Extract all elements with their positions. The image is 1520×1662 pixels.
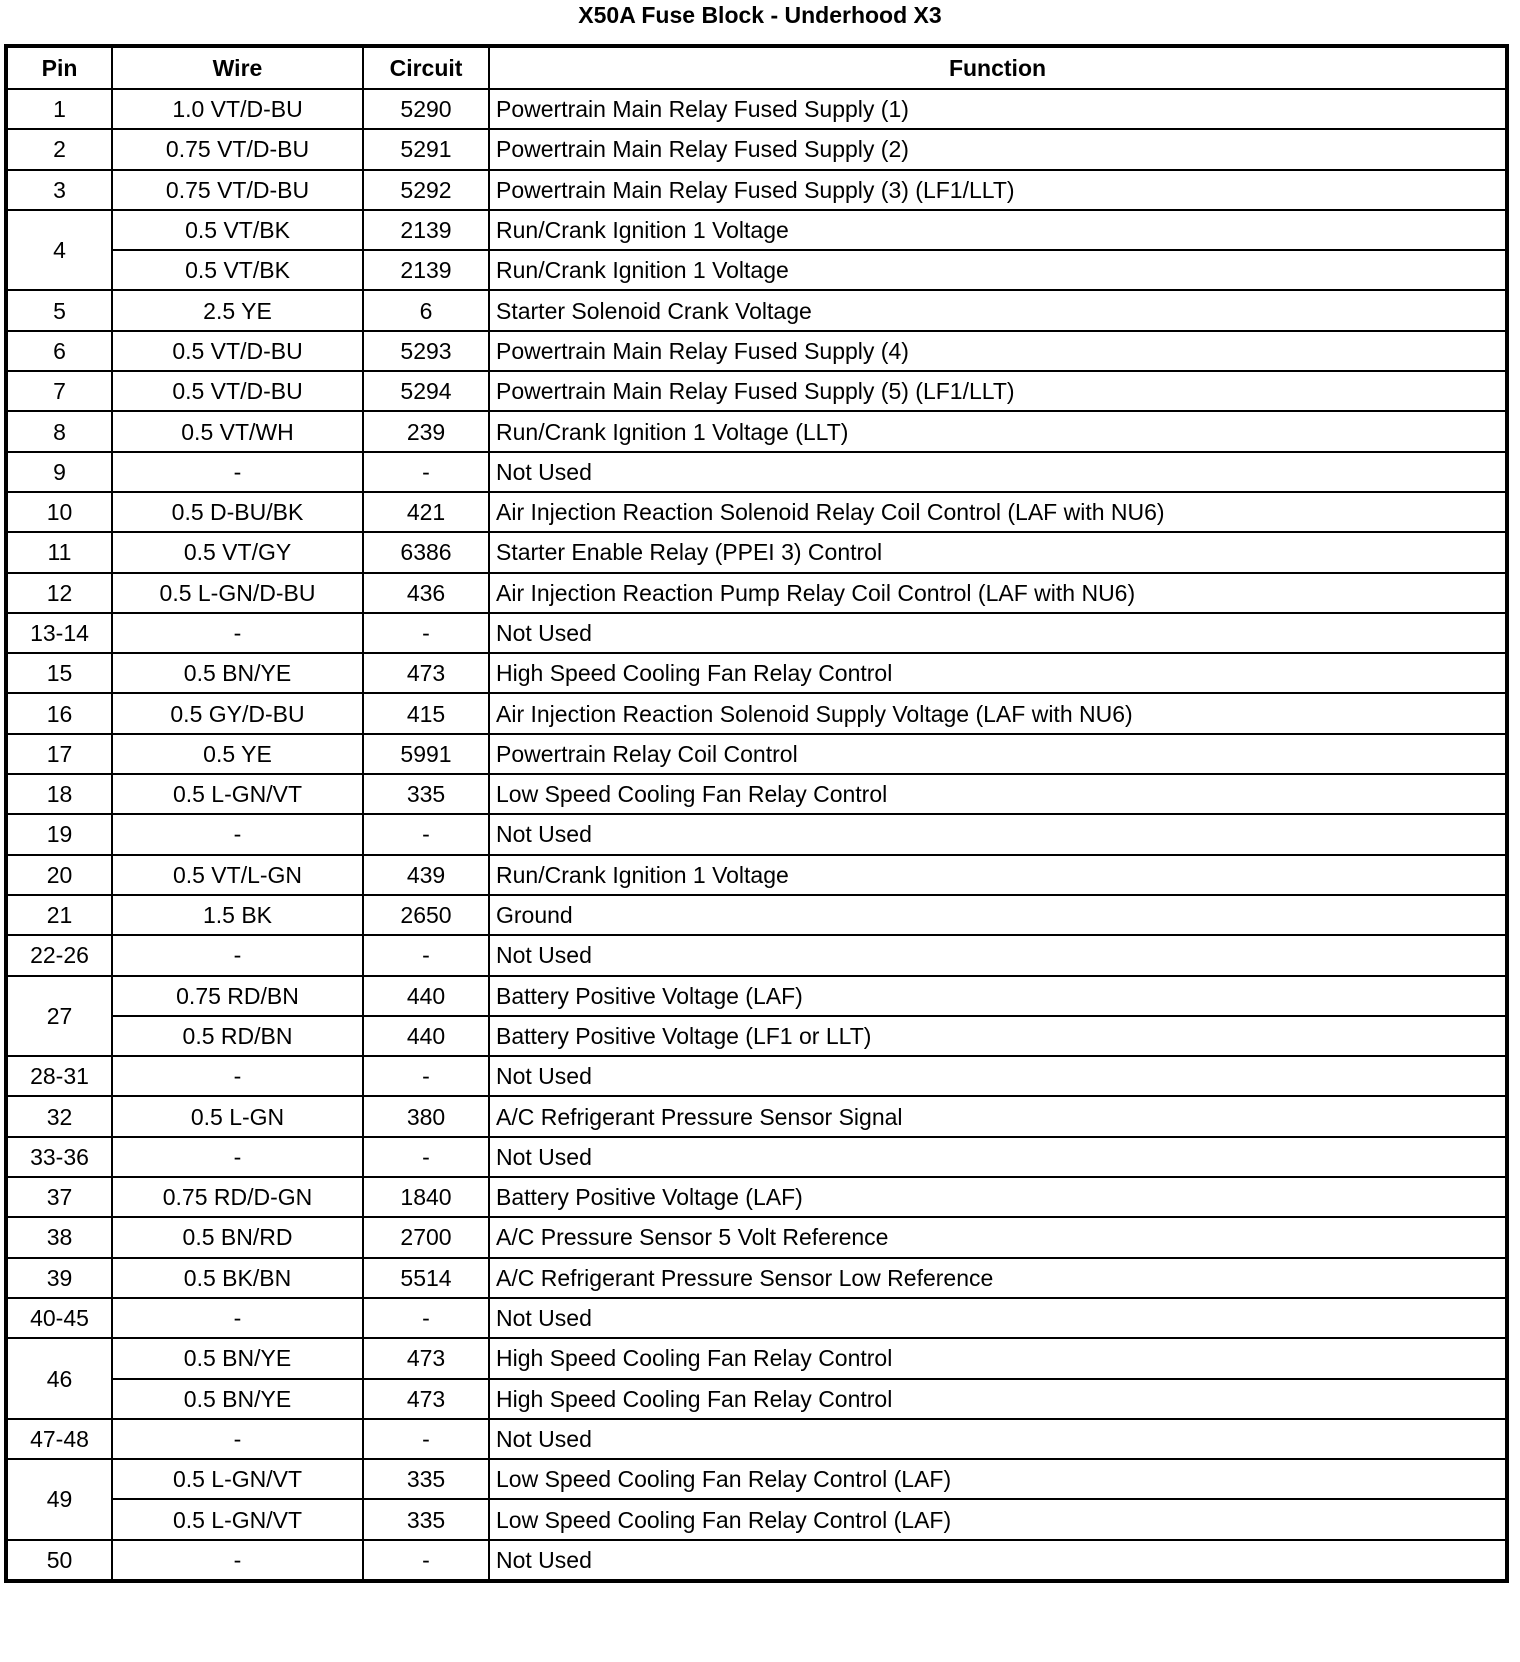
table-row [6, 492, 1507, 532]
function-cell: Not Used [489, 1137, 1507, 1177]
wire-cell: 0.5 L-GN/VT [112, 1459, 363, 1499]
pin-cell: 46 [6, 1338, 112, 1419]
table-row [6, 411, 1507, 451]
table-row [6, 613, 1507, 653]
pin-cell: 18 [6, 774, 112, 814]
table-row [6, 331, 1507, 371]
pin-cell: 50 [6, 1540, 112, 1581]
table-row [6, 170, 1507, 210]
circuit-cell: 2700 [363, 1217, 489, 1257]
wire-cell: 0.5 VT/D-BU [112, 371, 363, 411]
table-row [6, 1379, 1507, 1419]
wire-cell: - [112, 1137, 363, 1177]
circuit-cell: 5290 [363, 89, 489, 129]
function-cell: Not Used [489, 1056, 1507, 1096]
wire-cell: 0.5 L-GN/VT [112, 1499, 363, 1539]
pin-cell: 38 [6, 1217, 112, 1257]
circuit-cell: 335 [363, 774, 489, 814]
wire-cell: 0.75 RD/BN [112, 976, 363, 1016]
table-row [6, 1137, 1507, 1177]
table-row [6, 774, 1507, 814]
pin-cell: 15 [6, 653, 112, 693]
circuit-cell: 473 [363, 1338, 489, 1378]
header-row [6, 46, 1507, 89]
circuit-cell: 2139 [363, 210, 489, 250]
wire-cell: 0.75 VT/D-BU [112, 170, 363, 210]
pin-cell: 39 [6, 1258, 112, 1298]
function-cell: A/C Refrigerant Pressure Sensor Signal [489, 1096, 1507, 1136]
table-row [6, 653, 1507, 693]
pin-cell: 5 [6, 290, 112, 330]
circuit-cell: 1840 [363, 1177, 489, 1217]
table-row [6, 290, 1507, 330]
table-row [6, 250, 1507, 290]
circuit-cell: 5294 [363, 371, 489, 411]
pin-cell: 2 [6, 129, 112, 169]
pin-cell: 10 [6, 492, 112, 532]
function-cell: A/C Pressure Sensor 5 Volt Reference [489, 1217, 1507, 1257]
function-cell: Battery Positive Voltage (LF1 or LLT) [489, 1016, 1507, 1056]
table-row [6, 976, 1507, 1016]
circuit-cell: - [363, 1137, 489, 1177]
function-cell: High Speed Cooling Fan Relay Control [489, 653, 1507, 693]
circuit-cell: - [363, 452, 489, 492]
function-cell: Not Used [489, 452, 1507, 492]
table-row [6, 371, 1507, 411]
wire-cell: 0.5 L-GN/VT [112, 774, 363, 814]
wire-cell: 0.5 VT/GY [112, 532, 363, 572]
function-cell: Not Used [489, 814, 1507, 854]
function-cell: Powertrain Main Relay Fused Supply (1) [489, 89, 1507, 129]
circuit-cell: - [363, 1419, 489, 1459]
circuit-cell: 6 [363, 290, 489, 330]
function-cell: A/C Refrigerant Pressure Sensor Low Reference [489, 1258, 1507, 1298]
circuit-cell: 2139 [363, 250, 489, 290]
table-row [6, 734, 1507, 774]
function-cell: Ground [489, 895, 1507, 935]
pin-cell: 7 [6, 371, 112, 411]
circuit-cell: 473 [363, 1379, 489, 1419]
table-row [6, 1459, 1507, 1499]
function-cell: Not Used [489, 1540, 1507, 1581]
header-pin: Pin [6, 46, 112, 89]
table-row [6, 210, 1507, 250]
wire-cell: 0.5 D-BU/BK [112, 492, 363, 532]
circuit-cell: 5514 [363, 1258, 489, 1298]
pin-cell: 40-45 [6, 1298, 112, 1338]
wire-cell: - [112, 452, 363, 492]
table-row [6, 1096, 1507, 1136]
wire-cell: 0.5 BN/YE [112, 1338, 363, 1378]
circuit-cell: - [363, 613, 489, 653]
table-row [6, 895, 1507, 935]
pin-cell: 27 [6, 976, 112, 1057]
pin-cell: 32 [6, 1096, 112, 1136]
pin-cell: 21 [6, 895, 112, 935]
function-cell: Run/Crank Ignition 1 Voltage [489, 210, 1507, 250]
circuit-cell: 421 [363, 492, 489, 532]
header-wire: Wire [112, 46, 363, 89]
circuit-cell: 439 [363, 855, 489, 895]
table-row [6, 1499, 1507, 1539]
table-row [6, 1016, 1507, 1056]
circuit-cell: 5291 [363, 129, 489, 169]
wire-cell: 0.5 RD/BN [112, 1016, 363, 1056]
table-row [6, 89, 1507, 129]
page-title: X50A Fuse Block - Underhood X3 [578, 2, 942, 28]
table-row [6, 935, 1507, 975]
circuit-cell: 436 [363, 573, 489, 613]
pin-cell: 6 [6, 331, 112, 371]
circuit-cell: 380 [363, 1096, 489, 1136]
function-cell: Powertrain Relay Coil Control [489, 734, 1507, 774]
function-cell: Battery Positive Voltage (LAF) [489, 1177, 1507, 1217]
wire-cell: 0.5 VT/BK [112, 250, 363, 290]
pin-cell: 9 [6, 452, 112, 492]
function-cell: Run/Crank Ignition 1 Voltage [489, 855, 1507, 895]
pin-cell: 28-31 [6, 1056, 112, 1096]
wire-cell: - [112, 613, 363, 653]
circuit-cell: 335 [363, 1459, 489, 1499]
wire-cell: 0.5 BN/YE [112, 1379, 363, 1419]
function-cell: Powertrain Main Relay Fused Supply (4) [489, 331, 1507, 371]
wire-cell: 0.5 BN/RD [112, 1217, 363, 1257]
header-function: Function [489, 46, 1507, 89]
circuit-cell: - [363, 935, 489, 975]
function-cell: Not Used [489, 1298, 1507, 1338]
circuit-cell: 239 [363, 411, 489, 451]
header-circuit: Circuit [363, 46, 489, 89]
function-cell: Powertrain Main Relay Fused Supply (3) (LF1/LLT) [489, 170, 1507, 210]
wire-cell: 0.5 GY/D-BU [112, 693, 363, 733]
function-cell: Starter Enable Relay (PPEI 3) Control [489, 532, 1507, 572]
pin-cell: 19 [6, 814, 112, 854]
wire-cell: - [112, 814, 363, 854]
table-row [6, 532, 1507, 572]
function-cell: Low Speed Cooling Fan Relay Control [489, 774, 1507, 814]
wire-cell: 0.5 L-GN [112, 1096, 363, 1136]
table-row [6, 1258, 1507, 1298]
table-row [6, 1217, 1507, 1257]
pin-cell: 20 [6, 855, 112, 895]
wire-cell: - [112, 935, 363, 975]
function-cell: Low Speed Cooling Fan Relay Control (LAF) [489, 1499, 1507, 1539]
table-row [6, 814, 1507, 854]
pin-cell: 12 [6, 573, 112, 613]
function-cell: Starter Solenoid Crank Voltage [489, 290, 1507, 330]
pin-cell: 8 [6, 411, 112, 451]
wire-cell: 0.5 BK/BN [112, 1258, 363, 1298]
table-row [6, 1298, 1507, 1338]
table-row [6, 1419, 1507, 1459]
function-cell: Air Injection Reaction Solenoid Relay Coil Control (LAF with NU6) [489, 492, 1507, 532]
pin-cell: 4 [6, 210, 112, 291]
wire-cell: 0.5 VT/D-BU [112, 331, 363, 371]
circuit-cell: 440 [363, 976, 489, 1016]
wire-cell: 0.5 VT/WH [112, 411, 363, 451]
table-row [6, 452, 1507, 492]
wire-cell: 0.5 VT/BK [112, 210, 363, 250]
function-cell: Battery Positive Voltage (LAF) [489, 976, 1507, 1016]
table-row [6, 573, 1507, 613]
wire-cell: 0.75 RD/D-GN [112, 1177, 363, 1217]
table-row [6, 693, 1507, 733]
circuit-cell: 415 [363, 693, 489, 733]
function-cell: Powertrain Main Relay Fused Supply (2) [489, 129, 1507, 169]
wire-cell: 2.5 YE [112, 290, 363, 330]
circuit-cell: 440 [363, 1016, 489, 1056]
table-row [6, 1540, 1507, 1581]
wire-cell: 1.5 BK [112, 895, 363, 935]
wire-cell: - [112, 1056, 363, 1096]
circuit-cell: 6386 [363, 532, 489, 572]
wire-cell: 0.5 BN/YE [112, 653, 363, 693]
function-cell: Not Used [489, 935, 1507, 975]
table-row [6, 129, 1507, 169]
table-row [6, 1056, 1507, 1096]
pin-cell: 33-36 [6, 1137, 112, 1177]
pin-cell: 22-26 [6, 935, 112, 975]
circuit-cell: - [363, 1540, 489, 1581]
pin-cell: 49 [6, 1459, 112, 1540]
pin-cell: 16 [6, 693, 112, 733]
pin-cell: 47-48 [6, 1419, 112, 1459]
circuit-cell: 5292 [363, 170, 489, 210]
function-cell: High Speed Cooling Fan Relay Control [489, 1338, 1507, 1378]
function-cell: Air Injection Reaction Pump Relay Coil Control (LAF with NU6) [489, 573, 1507, 613]
pin-cell: 3 [6, 170, 112, 210]
pin-cell: 37 [6, 1177, 112, 1217]
function-cell: Run/Crank Ignition 1 Voltage [489, 250, 1507, 290]
wire-cell: 1.0 VT/D-BU [112, 89, 363, 129]
pinout-table [4, 44, 1509, 1583]
circuit-cell: 5293 [363, 331, 489, 371]
function-cell: Not Used [489, 613, 1507, 653]
pin-cell: 11 [6, 532, 112, 572]
wire-cell: - [112, 1540, 363, 1581]
table-row [6, 855, 1507, 895]
circuit-cell: 2650 [363, 895, 489, 935]
circuit-cell: 5991 [363, 734, 489, 774]
wire-cell: 0.75 VT/D-BU [112, 129, 363, 169]
function-cell: Not Used [489, 1419, 1507, 1459]
table-row [6, 1177, 1507, 1217]
pin-cell: 13-14 [6, 613, 112, 653]
function-cell: Run/Crank Ignition 1 Voltage (LLT) [489, 411, 1507, 451]
circuit-cell: 335 [363, 1499, 489, 1539]
pin-cell: 17 [6, 734, 112, 774]
function-cell: High Speed Cooling Fan Relay Control [489, 1379, 1507, 1419]
pin-cell: 1 [6, 89, 112, 129]
circuit-cell: - [363, 814, 489, 854]
wire-cell: - [112, 1419, 363, 1459]
function-cell: Low Speed Cooling Fan Relay Control (LAF) [489, 1459, 1507, 1499]
function-cell: Powertrain Main Relay Fused Supply (5) (LF1/LLT) [489, 371, 1507, 411]
wire-cell: 0.5 L-GN/D-BU [112, 573, 363, 613]
wire-cell: 0.5 YE [112, 734, 363, 774]
function-cell: Air Injection Reaction Solenoid Supply Voltage (LAF with NU6) [489, 693, 1507, 733]
wire-cell: - [112, 1298, 363, 1338]
circuit-cell: - [363, 1056, 489, 1096]
circuit-cell: - [363, 1298, 489, 1338]
circuit-cell: 473 [363, 653, 489, 693]
table-row [6, 1338, 1507, 1378]
wire-cell: 0.5 VT/L-GN [112, 855, 363, 895]
